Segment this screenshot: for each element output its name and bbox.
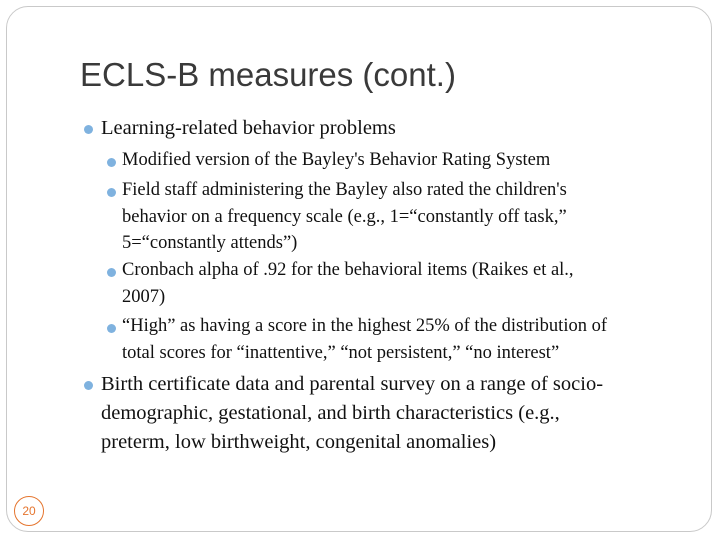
sub-bullet-field-staff-line-1: Field staff administering the Bayley also rated the children's [122,180,567,200]
sub-bullet-field-staff-line-3: 5=“constantly attends”) [122,233,298,253]
slide-title: ECLS-B measures (cont.) [80,56,456,93]
bullet-icon [107,324,116,333]
bullet-birth-certificate-line-3: preterm, low birthweight, congenital anomalies) [101,431,497,453]
sub-bullet-high-score-line-1: “High” as having a score in the highest 25% of the distribution of [122,316,608,336]
sub-bullet-high-score-line-2: total scores for “inattentive,” “not persistent,” “no interest” [122,343,560,363]
bullet-icon [107,268,116,277]
sub-bullet-cronbach-line-2: 2007) [122,287,166,307]
bullet-learning-related: Learning-related behavior problems [101,117,396,139]
page-number-badge: 20 [14,496,44,526]
sub-bullet-field-staff-line-2: behavior on a frequency scale (e.g., 1=“constantly off task,” [122,207,567,227]
bullet-birth-certificate-line-2: demographic, gestational, and birth characteristics (e.g., [101,402,560,424]
bullet-icon [107,158,116,167]
bullet-icon [84,125,93,134]
bullet-icon [84,381,93,390]
bullet-icon [107,188,116,197]
bullet-birth-certificate-line-1: Birth certificate data and parental survey on a range of socio- [101,373,604,395]
sub-bullet-cronbach-line-1: Cronbach alpha of .92 for the behavioral items (Raikes et al., [122,260,574,280]
sub-bullet-bayley-rating: Modified version of the Bayley's Behavior Rating System [122,150,551,170]
